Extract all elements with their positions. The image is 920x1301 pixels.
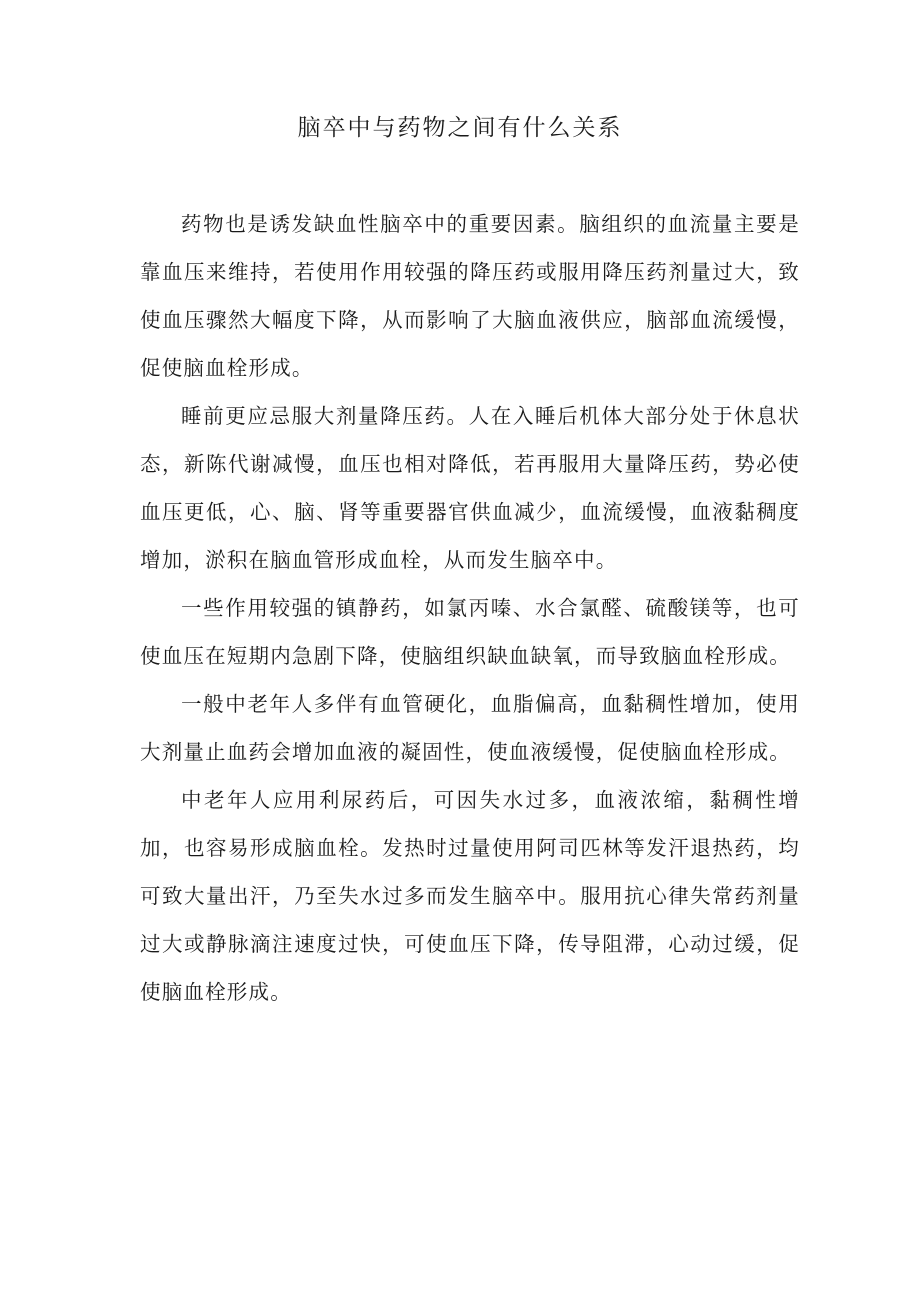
document-title: 脑卒中与药物之间有什么关系	[297, 115, 623, 141]
paragraph-5: 中老年人应用利尿药后，可因失水过多，血液浓缩，黏稠性增加，也容易形成脑血栓。发热时过量使用阿司匹林等发汗退热药，均可致大量出汗，乃至失水过多而发生脑卒中。服用抗心律失常药剂量过大或静脉滴注速度过快，可使血压下降，传导阻滞，心动过缓，促使脑血栓形成。	[140, 788, 800, 1004]
paragraph-1: 药物也是诱发缺血性脑卒中的重要因素。脑组织的血流量主要是靠血压来维持，若使用作用较强的降压药或服用降压药剂量过大，致使血压骤然大幅度下降，从而影响了大脑血液供应，脑部血流缓慢，促使脑血栓形成。	[140, 212, 800, 380]
paragraph-2: 睡前更应忌服大剂量降压药。人在入睡后机体大部分处于休息状态，新陈代谢减慢，血压也相对降低，若再服用大量降压药，势必使血压更低，心、脑、肾等重要器官供血减少，血流缓慢，血液黏稠度增加，淤积在脑血管形成血栓，从而发生脑卒中。	[140, 404, 800, 572]
paragraph-4: 一般中老年人多伴有血管硬化，血脂偏高，血黏稠性增加，使用大剂量止血药会增加血液的凝固性，使血液缓慢，促使脑血栓形成。	[140, 692, 800, 764]
paragraph-3: 一些作用较强的镇静药，如氯丙嗪、水合氯醛、硫酸镁等，也可使血压在短期内急剧下降，使脑组织缺血缺氧，而导致脑血栓形成。	[140, 596, 800, 668]
document-body	[140, 200, 800, 1016]
